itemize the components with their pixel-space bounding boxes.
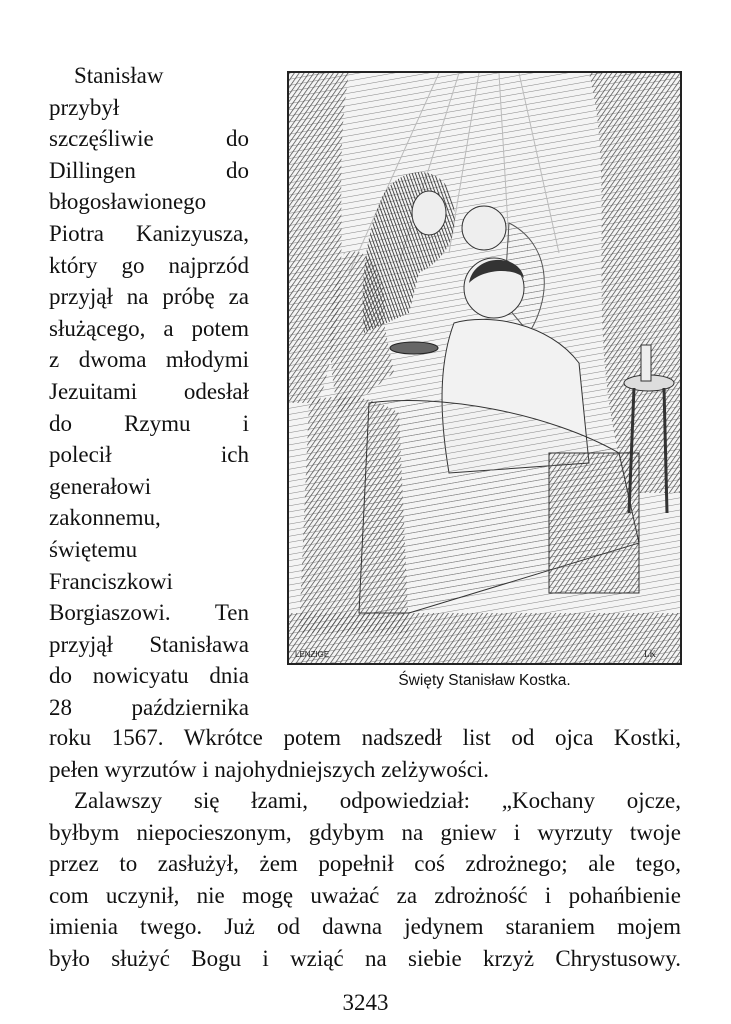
engraving-svg: [289, 73, 680, 663]
text-line: Dillingen do: [49, 157, 249, 183]
narrow-text-column: [49, 60, 249, 723]
text-line: 28 października: [49, 694, 249, 720]
engraving-illustration: [287, 71, 682, 665]
text-line: byłbym niepocieszonym, gdybym na gniew i wyrzuty twoje: [49, 819, 681, 845]
text-line: służącego, a potem: [49, 315, 249, 341]
text-line: polecił ich: [49, 442, 249, 468]
text-line: świętemu: [49, 536, 138, 562]
text-line: błogosławionego: [49, 189, 207, 215]
floor: [289, 613, 680, 663]
text-line: przyjął na próbę za: [49, 284, 249, 310]
angel-head: [462, 206, 506, 250]
text-line: generałowi: [49, 473, 152, 499]
text-line: było służyć Bogu i wziąć na siebie krzyż Chrystusowy.: [49, 945, 681, 971]
text-line: Piotra Kanizyusza,: [49, 220, 249, 246]
text-line: zakonnemu,: [49, 505, 161, 531]
text-line: który go najprzód: [49, 252, 249, 278]
text-line: Zalawszy się łzami, odpowiedział: „Kochany ojcze,: [74, 788, 681, 813]
text-line: Jezuitami odesłał: [49, 378, 249, 404]
text-line: przybył: [49, 94, 120, 120]
communion-plate: [390, 342, 438, 354]
bottle: [641, 345, 651, 381]
text-line: przez to zasłużył, żem popełnił coś zdrożnego; ale tego,: [49, 851, 681, 876]
hooded-figure-face: [412, 191, 446, 235]
text-line: z dwoma młodymi: [49, 347, 249, 373]
text-line: szczęśliwie do: [49, 126, 249, 152]
page-number: 3243: [342, 990, 389, 1015]
text-line: Franciszkowi: [49, 568, 173, 594]
figure-caption: Święty Stanisław Kostka.: [398, 672, 571, 689]
text-line: przyjął Stanisława: [49, 631, 249, 657]
text-line: Stanisław: [74, 63, 164, 88]
monogram: LK: [644, 649, 656, 659]
text-line: pełen wyrzutów i najohydniejszych zelżywości.: [49, 756, 490, 782]
text-line: com uczynił, nie mogę uważać za zdrożność i pohańbienie: [49, 882, 681, 908]
text-line: do Rzymu i: [49, 410, 249, 436]
wide-text-block: [49, 722, 681, 974]
text-line: imienia twego. Już od dawna jedynem staraniem mojem: [49, 914, 681, 939]
text-line: Borgiaszowi. Ten: [49, 600, 249, 626]
text-line: roku 1567. Wkrótce potem nadszedł list od ojca Kostki,: [49, 725, 681, 750]
bed-frame: [549, 453, 639, 593]
engraver-signature: LENZIGE: [295, 650, 330, 659]
text-line: do nowicyatu dnia: [49, 663, 249, 689]
